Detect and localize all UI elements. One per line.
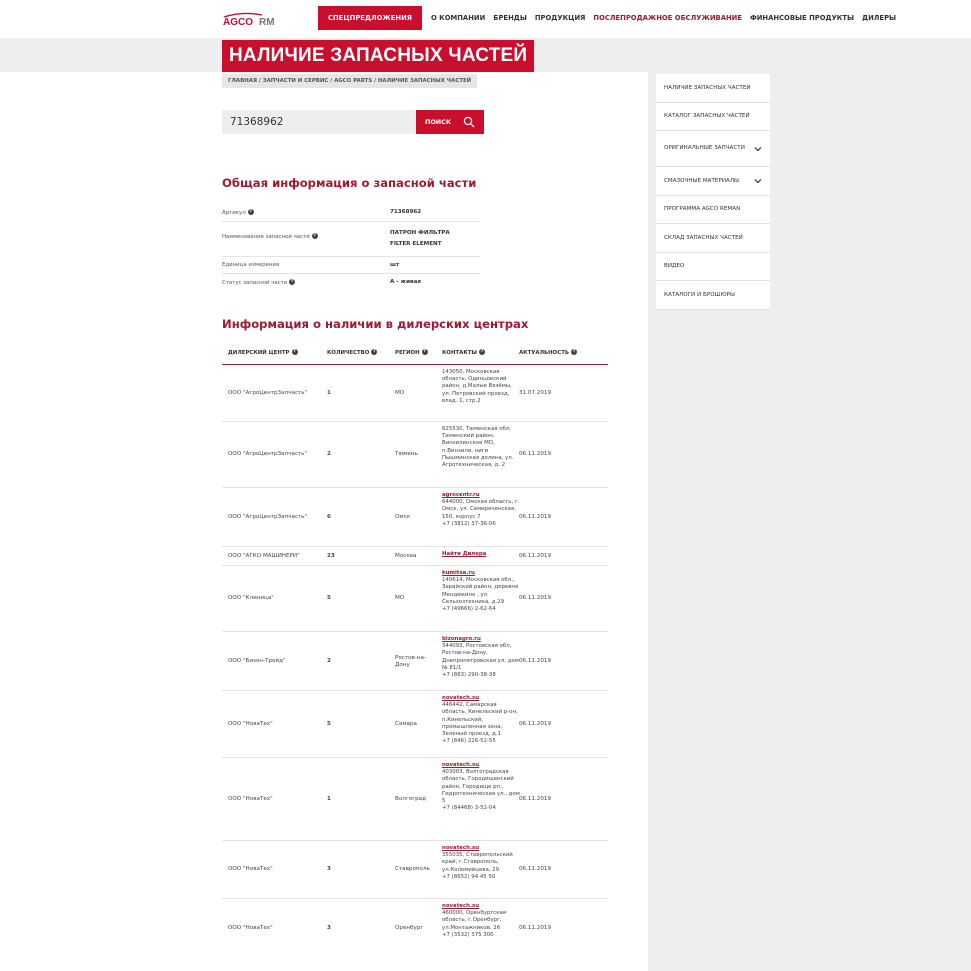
quantity: 3 bbox=[327, 866, 331, 872]
actuality-date: 06.11.2019 bbox=[519, 514, 552, 520]
table-row bbox=[222, 566, 608, 632]
sidebar-item-label: ОРИГИНАЛЬНЫЕ ЗАПЧАСТИ bbox=[664, 145, 745, 151]
dealer-name: ООО "НоваТех" bbox=[228, 866, 273, 872]
contacts bbox=[442, 426, 520, 469]
column-header-region: РЕГИОН bbox=[395, 350, 420, 356]
region: Тюмень bbox=[395, 451, 418, 457]
actuality-date: 06.11.2019 bbox=[519, 595, 552, 601]
quantity: 1 bbox=[327, 796, 331, 802]
info-label: Единица измерения bbox=[222, 262, 280, 268]
main-nav bbox=[318, 6, 904, 30]
contacts bbox=[442, 636, 520, 679]
info-value: шт bbox=[390, 262, 400, 268]
info-value: 71368962 bbox=[390, 209, 422, 215]
dealer-website-link[interactable]: novatech.su bbox=[442, 845, 480, 851]
help-icon[interactable]: ? bbox=[291, 279, 294, 284]
chevron-down-icon[interactable] bbox=[754, 145, 762, 153]
nav-about[interactable]: О КОМПАНИИ bbox=[431, 14, 486, 22]
contacts-text: 143050, Московская область, Одинцовский район, д.Малые Вязёмы, ул. Петровский проезд, влад. 1, стр.2 bbox=[442, 369, 512, 404]
nav-aftersales[interactable]: ПОСЛЕПРОДАЖНОЕ ОБСЛУЖИВАНИЕ bbox=[593, 14, 742, 22]
sidebar-item-lubricants[interactable] bbox=[656, 167, 770, 196]
actuality-date: 06.11.2019 bbox=[519, 925, 552, 931]
sidebar-item-label: КАТАЛОГ ЗАПАСНЫХ ЧАСТЕЙ bbox=[664, 113, 750, 120]
search-icon bbox=[463, 116, 475, 128]
contacts-text: 625530, Тюменская обл, Тюменский район, Винзилинское МО, п.Винзили, ниги Пышминская долина, ул. Агротехническая, д. 2 bbox=[442, 426, 514, 469]
contacts-text: 446442, Самарская область, Кинельский р-он, п.Кинельский, промышленная зона, Зеленый проезд, д.1 +7 (846) 226-52-55 bbox=[442, 702, 518, 745]
contacts-text: 140614, Московская обл., Зарайский район, деревня Мендюкино , ул. Сельхозтехника, д.29 +7 (49666) 2-62-64 bbox=[442, 577, 519, 613]
contacts bbox=[442, 551, 520, 558]
dealer-name: ООО "Клиница" bbox=[228, 595, 274, 601]
actuality-date: 06.11.2019 bbox=[519, 658, 552, 664]
contacts bbox=[442, 492, 520, 528]
site-header bbox=[0, 0, 971, 38]
dealer-website-link[interactable]: agrocentr.ru bbox=[442, 492, 480, 498]
info-row-unit bbox=[222, 257, 480, 274]
chevron-down-icon[interactable] bbox=[754, 177, 762, 185]
table-row bbox=[222, 488, 608, 547]
dealer-website-link[interactable]: novatech.su bbox=[442, 695, 480, 701]
contacts-text: 460000, Оренбургская область, г.Оренбург, ул.Монтажников, 26 +7 (3532) 375 300 bbox=[442, 910, 507, 938]
quantity: 1 bbox=[327, 390, 331, 396]
table-row bbox=[222, 422, 608, 488]
info-label: Артикул bbox=[222, 210, 246, 216]
page-title: НАЛИЧИЕ ЗАПАСНЫХ ЧАСТЕЙ bbox=[222, 40, 534, 72]
table-row bbox=[222, 365, 608, 422]
contacts bbox=[442, 762, 520, 812]
actuality-date: 06.11.2019 bbox=[519, 866, 552, 872]
actuality-date: 06.11.2019 bbox=[519, 796, 552, 802]
sidebar-item-parts-catalog[interactable] bbox=[656, 103, 770, 132]
nav-products[interactable]: ПРОДУКЦИЯ bbox=[534, 14, 586, 22]
nav-brands[interactable]: БРЕНДЫ bbox=[493, 14, 527, 22]
region: МО bbox=[395, 595, 405, 601]
nav-special-offers[interactable]: СПЕЦПРЕДЛОЖЕНИЯ bbox=[318, 6, 422, 30]
region: Волгоград bbox=[395, 796, 426, 802]
dealers-table-header bbox=[222, 342, 608, 365]
table-row bbox=[222, 758, 608, 841]
sidebar-item-parts-availability[interactable] bbox=[656, 74, 770, 103]
info-label: Статус запасной части bbox=[222, 280, 288, 286]
info-label: Наименование запасной части bbox=[222, 234, 310, 240]
contacts-text: 344093, Ростовская обл, Ростов-на-Дону, Днепропетровская ул, дом № 81/1 +7 (863) 290-38-38 bbox=[442, 643, 519, 679]
actuality-date: 31.07.2019 bbox=[519, 390, 552, 396]
region: Оренбург bbox=[395, 925, 424, 931]
column-header-contacts: КОНТАКТЫ bbox=[442, 350, 478, 356]
info-row-article bbox=[222, 203, 480, 222]
column-header-quantity: КОЛИЧЕСТВО bbox=[327, 350, 370, 356]
sidebar-item-label: СМАЗОЧНЫЕ МАТЕРИАЛЫ bbox=[664, 177, 739, 184]
dealer-name: ООО "АгроЦентрЗапчасть" bbox=[228, 390, 308, 396]
quantity: 3 bbox=[327, 925, 331, 931]
sidebar-item-label: НАЛИЧИЕ ЗАПАСНЫХ ЧАСТЕЙ bbox=[664, 84, 751, 91]
region: МО bbox=[395, 390, 405, 396]
column-header-date: АКТУАЛЬНОСТЬ bbox=[519, 350, 570, 356]
sidebar-menu bbox=[656, 74, 770, 310]
contacts-text: 403003, Волгоградская область, Городищенский район, Городище рп., Гидротехническая ул., дом 5 +7 (84468) 3-52-04 bbox=[442, 769, 520, 812]
dealer-website-link[interactable]: novatech.su bbox=[442, 762, 480, 768]
help-icon[interactable]: ? bbox=[480, 349, 484, 354]
help-icon[interactable]: ? bbox=[423, 349, 426, 354]
actuality-date: 06.11.2019 bbox=[519, 451, 552, 457]
help-icon[interactable]: ? bbox=[293, 349, 296, 354]
quantity: 5 bbox=[327, 595, 331, 601]
contacts-text: 644000, Омская область, г. Омск, ул. Семиреченская, 150, корпус 7 +7 (3812) 37-36-06 bbox=[442, 499, 520, 527]
nav-dealers[interactable]: ДИЛЕРЫ bbox=[862, 14, 897, 22]
dealer-name: ООО "АГКО МАШИНЕРИ" bbox=[228, 553, 300, 559]
actuality-date: 06.11.2019 bbox=[519, 721, 552, 727]
region: Москва bbox=[395, 553, 417, 559]
svg-text:AGCO: AGCO bbox=[223, 17, 253, 27]
table-row bbox=[222, 547, 608, 566]
sidebar-item-label: КАТАЛОГИ И БРОШЮРЫ bbox=[664, 291, 735, 298]
quantity: 2 bbox=[327, 658, 331, 664]
actuality-date: 06.11.2019 bbox=[519, 553, 552, 559]
dealer-name: ООО "НоваТех" bbox=[228, 796, 273, 802]
table-row bbox=[222, 691, 608, 758]
dealer-website-link[interactable]: bizonagro.ru bbox=[442, 636, 481, 642]
help-icon[interactable]: ? bbox=[249, 209, 252, 214]
region: Ростов-на-Дону bbox=[395, 655, 426, 669]
help-icon[interactable]: ? bbox=[313, 233, 317, 238]
contacts bbox=[442, 903, 520, 939]
sidebar-item-agco-reman[interactable] bbox=[656, 196, 770, 225]
dealer-name: ООО "АгроЦентрЗапчасть" bbox=[228, 514, 308, 520]
dealer-name: ООО "НоваТех" bbox=[228, 721, 273, 727]
quantity: 23 bbox=[327, 553, 335, 559]
quantity: 2 bbox=[327, 451, 331, 457]
part-number-search-input[interactable] bbox=[222, 110, 416, 134]
sidebar-item-original-parts[interactable] bbox=[656, 131, 770, 167]
breadcrumb[interactable]: ГЛАВНАЯ / ЗАПЧАСТИ И СЕРВИС / AGCO PARTS / НАЛИЧИЕ ЗАПАСНЫХ ЧАСТЕЙ bbox=[222, 74, 477, 88]
svg-text:RM: RM bbox=[259, 17, 275, 27]
sidebar-item-label: СКЛАД ЗАПАСНЫХ ЧАСТЕЙ bbox=[664, 234, 743, 241]
sidebar-item-label: ПРОГРАММА AGCO REMAN bbox=[664, 206, 741, 213]
dealer-name: ООО "НоваТех" bbox=[228, 925, 273, 931]
table-row bbox=[222, 899, 608, 959]
contacts bbox=[442, 570, 520, 613]
info-row-part-name bbox=[222, 222, 480, 257]
info-row-status bbox=[222, 274, 480, 292]
dealer-name: ООО "АгроЦентрЗапчасть" bbox=[228, 451, 308, 457]
search-button-label: ПОИСК bbox=[425, 118, 452, 126]
dealer-website-link[interactable]: Найти Дилера bbox=[442, 551, 487, 557]
column-header-dealer: ДИЛЕРСКИЙ ЦЕНТР bbox=[228, 350, 290, 356]
help-icon[interactable]: ? bbox=[572, 349, 576, 354]
contacts bbox=[442, 845, 520, 881]
table-row bbox=[222, 841, 608, 899]
nav-finance[interactable]: ФИНАНСОВЫЕ ПРОДУКТЫ bbox=[750, 14, 855, 22]
region: Ставрополь bbox=[395, 866, 430, 872]
region: Самара bbox=[395, 721, 417, 727]
dealer-name: ООО "Бизон-Трейд" bbox=[228, 658, 286, 664]
dealer-website-link[interactable]: novatech.su bbox=[442, 903, 480, 909]
general-info-heading: Общая информация о запасной части bbox=[222, 176, 477, 190]
contacts bbox=[442, 695, 520, 745]
help-icon[interactable]: ? bbox=[373, 349, 376, 354]
dealer-website-link[interactable]: kumitsa.ru bbox=[442, 570, 475, 576]
quantity: 6 bbox=[327, 514, 331, 520]
table-row bbox=[222, 632, 608, 691]
sidebar-item-label: ВИДЕО bbox=[664, 263, 685, 270]
agco-rm-logo[interactable] bbox=[222, 11, 290, 27]
info-value: А - живая bbox=[390, 279, 421, 285]
sidebar-item-video[interactable] bbox=[656, 253, 770, 282]
availability-heading: Информация о наличии в дилерских центрах bbox=[222, 317, 529, 331]
region: Омск bbox=[395, 514, 411, 520]
search-button[interactable] bbox=[416, 110, 484, 134]
info-value: ПАТРОН ФИЛЬТРА FILTER ELEMENT bbox=[390, 230, 450, 247]
contacts bbox=[442, 369, 520, 405]
quantity: 5 bbox=[327, 721, 331, 727]
contacts-text: 355035, Ставропольский край, г.Ставрополь, ул.Коломийцева, 29 +7 (8652) 94 45 50 bbox=[442, 852, 513, 880]
sidebar-item-catalogs-brochures[interactable] bbox=[656, 281, 770, 310]
sidebar-item-parts-warehouse[interactable] bbox=[656, 224, 770, 253]
